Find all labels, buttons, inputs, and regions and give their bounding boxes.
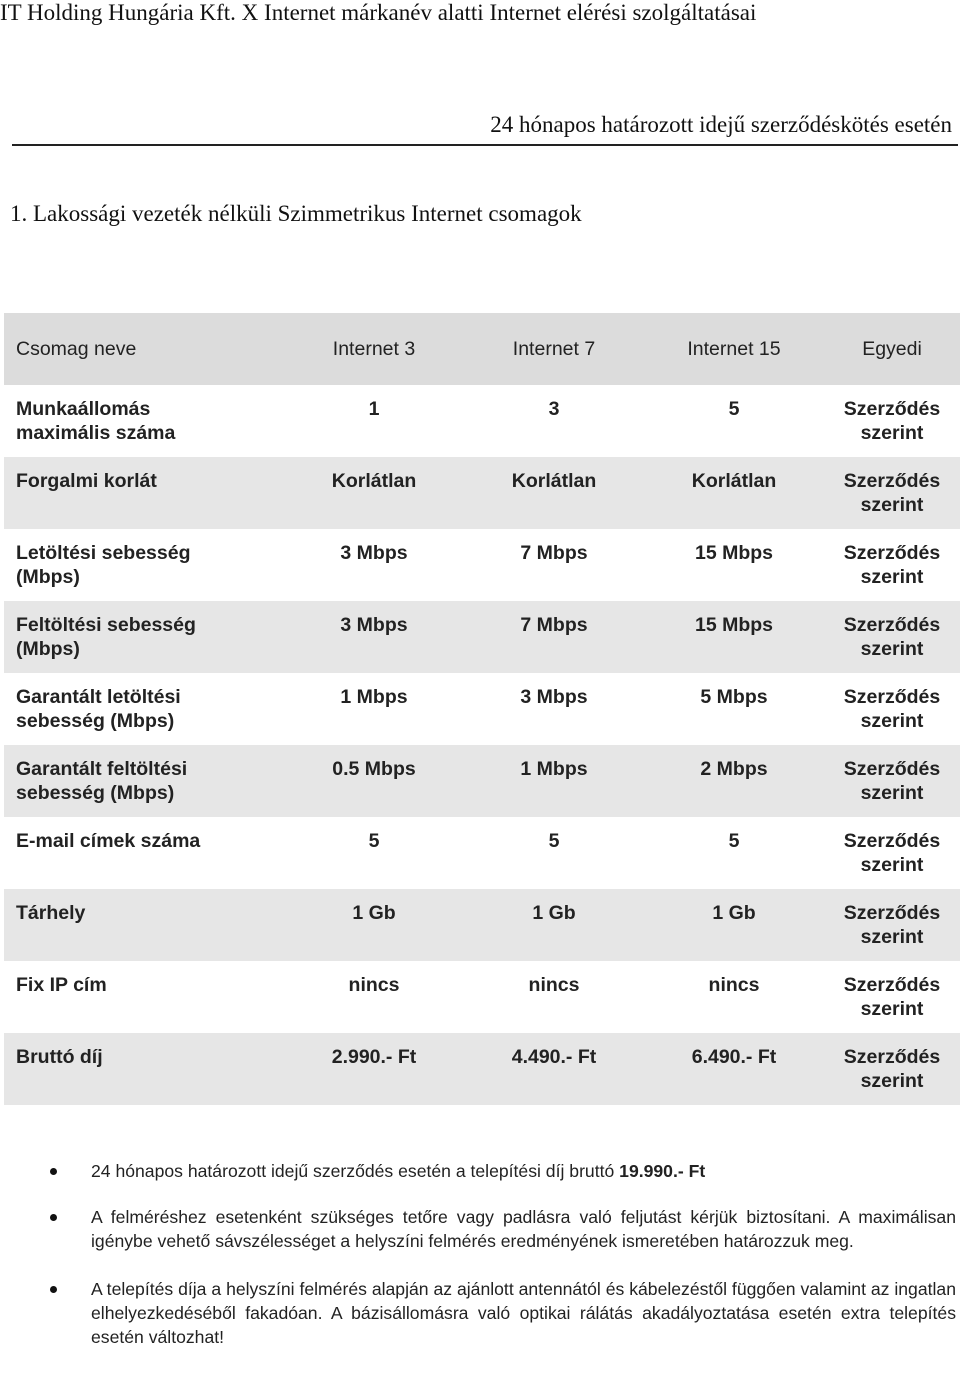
custom-cell [824, 385, 960, 457]
row-label [4, 889, 284, 961]
table-row [4, 817, 960, 889]
custom-cell-line: Szerződés [843, 398, 941, 420]
custom-cell-line: szerint [860, 638, 924, 660]
value-cell: 3 Mbps [464, 673, 644, 745]
list-item [50, 1277, 956, 1349]
contract-subtitle: 24 hónapos határozott idejű szerződéskötés esetén [490, 112, 952, 137]
row-label [4, 601, 284, 673]
header-cell: Internet 15 [644, 313, 824, 385]
row-label-line: Garantált letöltési [16, 686, 181, 708]
table-row [4, 889, 960, 961]
document-title: IT Holding Hungária Kft. X Internet márkanév alatti Internet elérési szolgáltatásai [0, 0, 757, 25]
value-cell: Korlátlan [644, 457, 824, 529]
custom-cell-line: Szerződés [843, 902, 941, 924]
custom-cell-line: Szerződés [843, 686, 941, 708]
value-cell: 1 Gb [284, 889, 464, 961]
row-label-line: maximális száma [16, 422, 176, 444]
value-cell: 1 Gb [644, 889, 824, 961]
custom-cell-line: szerint [860, 782, 924, 804]
row-label [4, 385, 284, 457]
custom-cell-line: szerint [860, 422, 924, 444]
bullet-icon [50, 1286, 57, 1293]
header-cell: Egyedi [824, 313, 960, 385]
value-cell: 0.5 Mbps [284, 745, 464, 817]
row-label [4, 1033, 284, 1105]
custom-cell-line: szerint [860, 710, 924, 732]
table-header-row [4, 313, 960, 385]
installation-fee: 19.990.- Ft [619, 1161, 706, 1181]
value-cell: 1 [284, 385, 464, 457]
table-row [4, 673, 960, 745]
value-cell: 1 Gb [464, 889, 644, 961]
package-table [4, 313, 960, 1105]
section-title: 1. Lakossági vezeték nélküli Szimmetrikus Internet csomagok [10, 201, 582, 226]
custom-cell-line: Szerződés [843, 830, 941, 852]
row-label [4, 457, 284, 529]
value-cell: 3 Mbps [284, 601, 464, 673]
custom-cell-line: szerint [860, 566, 924, 588]
value-cell: 15 Mbps [644, 529, 824, 601]
bullet-icon [50, 1214, 57, 1221]
row-label-line: Forgalmi korlát [16, 470, 157, 492]
row-label-line: Garantált feltöltési [16, 758, 188, 780]
table-row [4, 385, 960, 457]
table-row [4, 457, 960, 529]
row-label-line: sebesség (Mbps) [16, 710, 175, 732]
value-cell: nincs [464, 961, 644, 1033]
value-cell: 2 Mbps [644, 745, 824, 817]
custom-cell-line: szerint [860, 854, 924, 876]
value-cell: 7 Mbps [464, 601, 644, 673]
table-row [4, 529, 960, 601]
row-label [4, 817, 284, 889]
list-item [50, 1159, 956, 1183]
value-cell: nincs [284, 961, 464, 1033]
value-cell: 4.490.- Ft [464, 1033, 644, 1105]
table-row [4, 601, 960, 673]
header-cell: Csomag neve [4, 313, 284, 385]
row-label-line: Letöltési sebesség [16, 542, 191, 564]
header-cell: Internet 7 [464, 313, 644, 385]
custom-cell-line: Szerződés [843, 974, 941, 996]
custom-cell-line: Szerződés [843, 758, 941, 780]
row-label [4, 673, 284, 745]
notes-list [50, 1159, 956, 1371]
row-label [4, 961, 284, 1033]
custom-cell [824, 745, 960, 817]
custom-cell [824, 961, 960, 1033]
custom-cell [824, 601, 960, 673]
note-text: A felméréshez esetenként szükséges tetőre vagy padlásra való feljutást kérjük biztosítani. A maximálisan igénybe vehető sávszélességet a helyszíni felmérés eredményének ismeretében határozzuk meg. [91, 1207, 956, 1251]
row-label [4, 529, 284, 601]
row-label-line: Fix IP cím [16, 974, 107, 996]
row-label-line: Tárhely [16, 902, 86, 924]
custom-cell-line: Szerződés [843, 1046, 941, 1068]
value-cell: 5 [644, 817, 824, 889]
row-label-line: Munkaállomás [16, 398, 151, 420]
list-item [50, 1205, 956, 1253]
bullet-icon [50, 1168, 57, 1175]
row-label-line: sebesség (Mbps) [16, 782, 175, 804]
value-cell: 5 Mbps [644, 673, 824, 745]
value-cell: 7 Mbps [464, 529, 644, 601]
value-cell: 1 Mbps [464, 745, 644, 817]
value-cell: 3 [464, 385, 644, 457]
note-text: 24 hónapos határozott idejű szerződés esetén a telepítési díj bruttó [91, 1161, 620, 1181]
row-label-line: E-mail címek száma [16, 830, 201, 852]
value-cell: 1 Mbps [284, 673, 464, 745]
custom-cell [824, 673, 960, 745]
custom-cell-line: Szerződés [843, 470, 941, 492]
value-cell: 6.490.- Ft [644, 1033, 824, 1105]
row-label [4, 745, 284, 817]
value-cell: 5 [644, 385, 824, 457]
custom-cell-line: szerint [860, 1070, 924, 1092]
value-cell: 3 Mbps [284, 529, 464, 601]
table-row [4, 961, 960, 1033]
value-cell: Korlátlan [284, 457, 464, 529]
row-label-line: Bruttó díj [16, 1046, 103, 1068]
custom-cell [824, 889, 960, 961]
custom-cell-line: szerint [860, 998, 924, 1020]
custom-cell [824, 529, 960, 601]
custom-cell-line: Szerződés [843, 542, 941, 564]
table-row [4, 1033, 960, 1105]
custom-cell-line: szerint [860, 926, 924, 948]
row-label-line: (Mbps) [16, 566, 80, 588]
row-label-line: Feltöltési sebesség [16, 614, 196, 636]
custom-cell [824, 817, 960, 889]
row-label-line: (Mbps) [16, 638, 80, 660]
value-cell: 15 Mbps [644, 601, 824, 673]
value-cell: nincs [644, 961, 824, 1033]
value-cell: 5 [464, 817, 644, 889]
value-cell: Korlátlan [464, 457, 644, 529]
header-cell: Internet 3 [284, 313, 464, 385]
custom-cell-line: Szerződés [843, 614, 941, 636]
value-cell: 2.990.- Ft [284, 1033, 464, 1105]
note-text: A telepítés díja a helyszíni felmérés alapján az ajánlott antennától és kábelezéstől függően valamint az ingatlan elhelyezkedéséből fakadóan. A bázisállomásra való optikai rálátás akadályoztatása esetén extra telepítés esetén változhat! [91, 1279, 956, 1347]
custom-cell [824, 1033, 960, 1105]
table-row [4, 745, 960, 817]
custom-cell-line: szerint [860, 494, 924, 516]
custom-cell [824, 457, 960, 529]
divider-line [12, 144, 958, 146]
value-cell: 5 [284, 817, 464, 889]
